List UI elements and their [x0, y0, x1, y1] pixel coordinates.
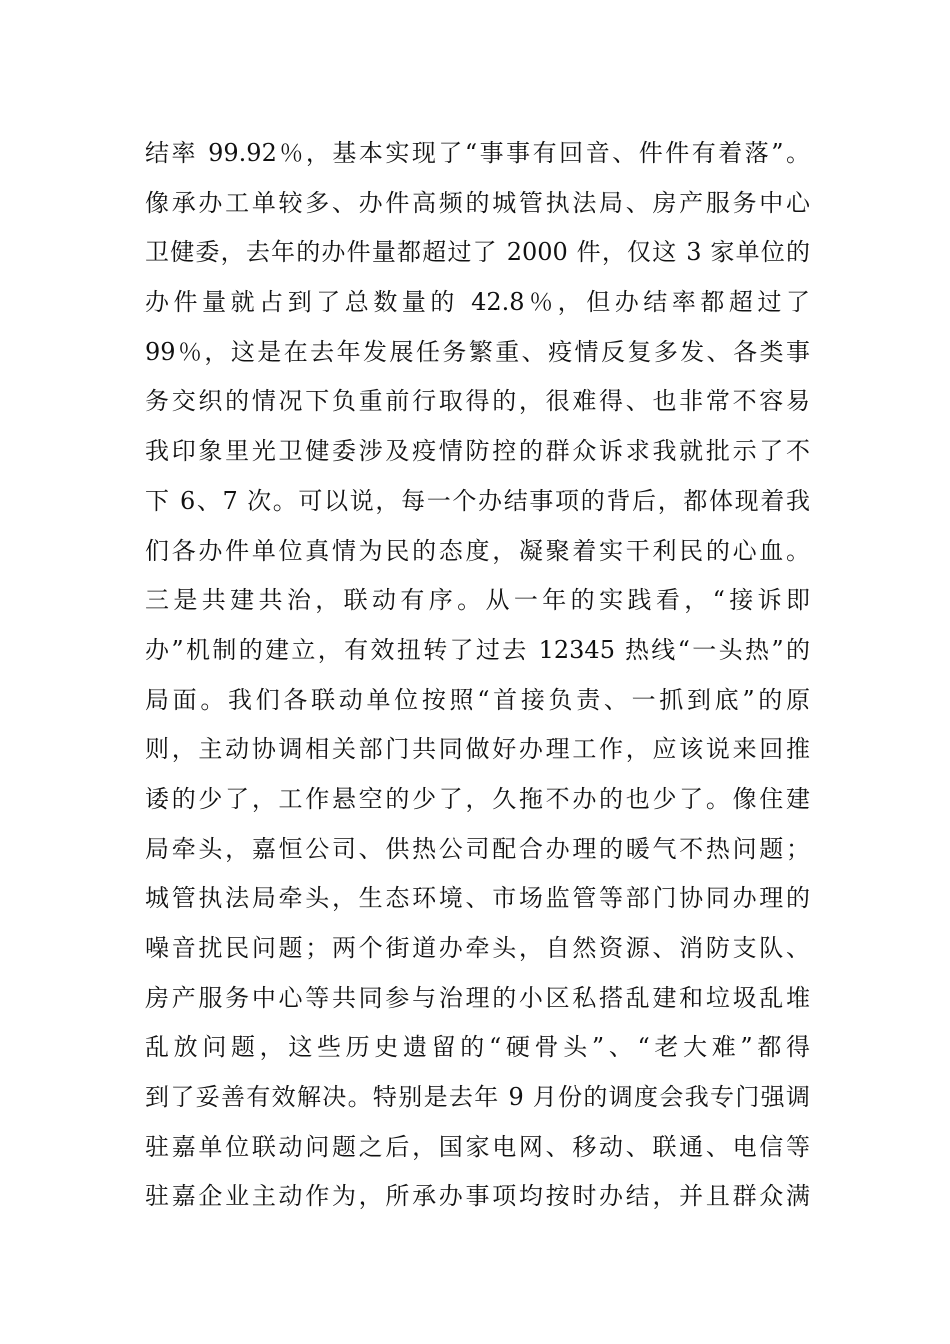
text-line: 房产服务中心等共同参与治理的小区私搭乱建和垃圾乱堆	[145, 983, 810, 1012]
text-line: 卫健委，去年的办件量都超过了 2000 件，仅这 3 家单位的	[145, 238, 810, 267]
text-line: 结率 99.92％，基本实现了“事事有回音、件件有着落”。	[145, 139, 810, 167]
text-line: 下 6、7 次。可以说，每一个办结事项的背后，都体现着我	[145, 486, 810, 515]
text-line: 到了妥善有效解决。特别是去年 9 月份的调度会我专门强调	[145, 1083, 810, 1112]
text-line: 务交织的情况下负重前行取得的，很难得、也非常不容易	[145, 387, 810, 416]
text-line: 我印象里光卫健委涉及疫情防控的群众诉求我就批示了不	[145, 437, 810, 466]
text-line: 局牵头，嘉恒公司、供热公司配合办理的暖气不热问题；	[145, 834, 810, 863]
text-line: 驻嘉单位联动问题之后，国家电网、移动、联通、电信等	[145, 1132, 810, 1161]
text-line: 像承办工单较多、办件高频的城管执法局、房产服务中心	[145, 188, 810, 217]
text-line: 城管执法局牵头，生态环境、市场监管等部门协同办理的	[145, 884, 810, 913]
text-line: 噪音扰民问题；两个街道办牵头，自然资源、消防支队、	[145, 934, 810, 962]
text-line: 驻嘉企业主动作为，所承办事项均按时办结，并且群众满	[145, 1182, 810, 1211]
text-line: 99％，这是在去年发展任务繁重、疫情反复多发、各类事	[145, 337, 810, 366]
text-line: 办”机制的建立，有效扭转了过去 12345 热线“一头热”的	[145, 635, 810, 664]
text-line: 三是共建共治，联动有序。从一年的实践看，“接诉即	[145, 586, 810, 615]
body-text	[145, 129, 810, 1222]
text-line: 们各办件单位真情为民的态度，凝聚着实干利民的心血。	[145, 536, 810, 565]
text-line: 乱放问题，这些历史遗留的“硬骨头”、“老大难”都得	[145, 1033, 810, 1062]
text-line: 则，主动协调相关部门共同做好办理工作，应该说来回推	[145, 735, 810, 764]
text-line: 办件量就占到了总数量的 42.8％，但办结率都超过了	[145, 288, 810, 317]
text-line: 局面。我们各联动单位按照“首接负责、一抓到底”的原	[145, 685, 810, 714]
text-line: 诿的少了，工作悬空的少了，久拖不办的也少了。像住建	[145, 784, 810, 813]
